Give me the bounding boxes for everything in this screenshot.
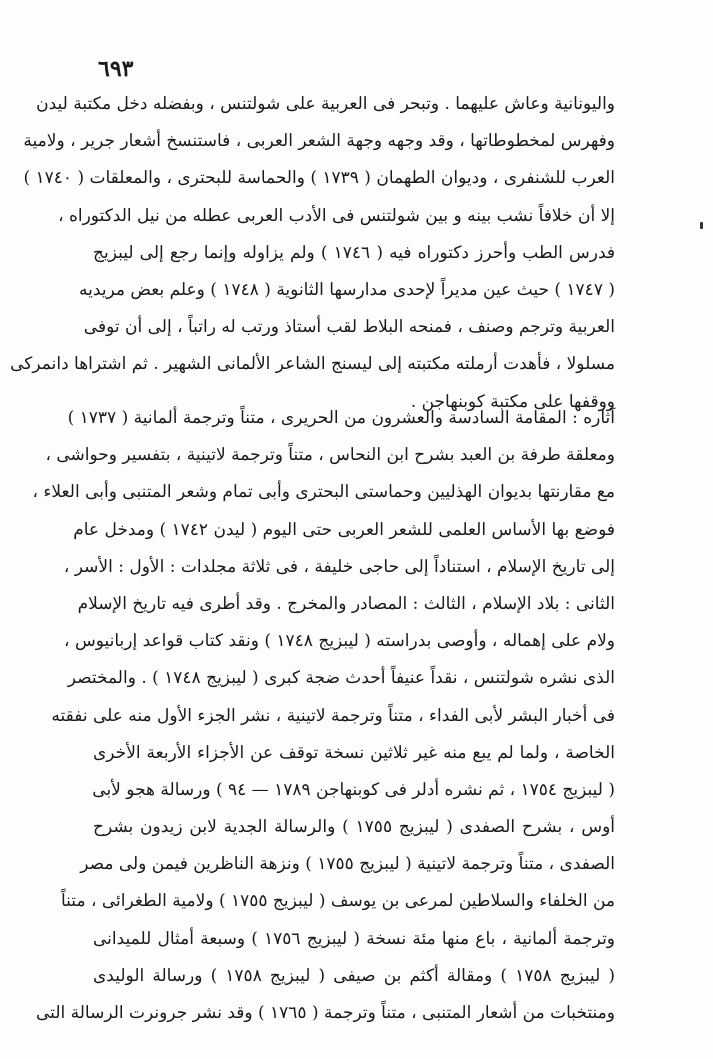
text-line: ولام على إهماله ، وأوصى بدراسته ( ليبزيج ١٧٤٨ ) ونقد كتاب قواعد إربانيوس ، (64, 631, 615, 652)
text-line: فوضع بها الأساس العلمى للشعر العربى حتى اليوم ( ليدن ١٧٤٢ ) ومدخل عام (73, 519, 615, 540)
text-line: فدرس الطب وأحرز دكتوراه فيه ( ١٧٤٦ ) ولم يزاوله وإنما رجع إلى ليبزيج (93, 242, 615, 263)
text-line: ( ليبزيج ١٧٥٨ ) ومقالة أكثم بن صيفى ( ليبزيج ١٧٥٨ ) ورسالة الوليدى (93, 965, 615, 986)
text-line: ومنتخبات من أشعار المتنبى ، متناً وترجمة ( ١٧٦٥ ) وقد نشر جرونرت الرسالة التى (36, 1003, 615, 1023)
text-line: العربية وترجم وصنف ، فمنحه البلاط لقب أستاذ ورتب له راتباً ، إلى أن توفى (83, 317, 615, 338)
paragraph-biography (10, 86, 615, 421)
text-line: واليونانية وعاش عليهما . وتبحر فى العربية على شولتنس ، وبفضله دخل مكتبة ليدن (36, 94, 615, 114)
text-line: وفهرس لمخطوطاتها ، وقد وجهه وجهة الشعر العربى ، فاستنسخ أشعار جرير ، ولامية (23, 131, 615, 152)
text-line: إلا أن خلافاً نشب بينه و بين شولتنس فى الأدب العربى عطله من نيل الدكتوراه ، (58, 205, 615, 226)
text-line: ( ليبزيج ١٧٥٤ ، ثم نشره أدلر فى كوبنهاجن ١٧٨٩ — ٩٤ ) ورسالة هجو لأبى (92, 779, 615, 800)
text-line: العرب للشنفرى ، وديوان الطهمان ( ١٧٣٩ ) والحماسة للبحترى ، والمعلقات ( ١٧٤٠ ) (23, 168, 615, 189)
text-line: الذى نشره شولتنس ، نقداً عنيفاً أحدث ضجة كبرى ( ليبزيج ١٧٤٨ ) . والمختصر (67, 668, 615, 689)
text-line: الثانى : بلاد الإسلام ، الثالث : المصادر والمخرج . وقد أطرى فيه تاريخ الإسلام (77, 593, 615, 614)
paragraph-works (32, 400, 616, 1032)
text-line: أوس ، بشرح الصفدى ( ليبزيج ١٧٥٥ ) والرسالة الجدية لابن زيدون بشرح (93, 817, 615, 838)
text-line: آثاره : المقامة السادسة والعشرون من الحريرى ، متناً وترجمة ألمانية ( ١٧٣٧ ) (67, 408, 615, 428)
text-line: ووقفها على مكتبة كوبنهاجن . (410, 391, 615, 412)
margin-mark (700, 222, 703, 229)
page-number: ٦٩٣ (98, 56, 134, 82)
text-line: فى أخبار البشر لأبى الفداء ، متناً وترجمة لاتينية ، نشر الجزء الأول منه على نفقته (51, 705, 615, 726)
text-line: مع مقارنتها بديوان الهذليين وحماستى البحترى وأبى تمام وشعر المتنبى وأبى العلاء ، (32, 482, 615, 503)
text-line: مسلولا ، فأهدت أرملته مكتبته إلى ليسنج الشاعر الألمانى الشهير . ثم اشتراها دانمركى (10, 354, 615, 375)
text-line: ( ١٧٤٧ ) حيث عين مديراً لإحدى مدارسها الثانوية ( ١٧٤٨ ) وعلم بعض مريديه (79, 279, 615, 300)
text-line: إلى تاريخ الإسلام ، استناداً إلى حاجى خليفة ، فى ثلاثة مجلدات : الأول : الأسر ، (63, 556, 615, 577)
text-line: الخاصة ، ولما لم يبع منه غير ثلاثين نسخة توقف عن الأجزاء الأربعة الأخرى (93, 742, 615, 763)
text-line: وترجمة ألمانية ، باع منها مئة نسخة ( ليبزيج ١٧٥٦ ) وسبعة أمثال للميدانى (93, 928, 616, 949)
text-line: من الخلفاء والسلاطين لمرعى بن يوسف ( ليبزيج ١٧٥٥ ) ولامية الطغرائى ، متناً (61, 891, 615, 912)
text-line: ومعلقة طرفة بن العبد بشرح ابن النحاس ، متناً وترجمة لاتينية ، بتفسير وحواشى ، (45, 445, 615, 466)
text-line: الصفدى ، متناً وترجمة لاتينية ( ليبزيج ١٧٥٥ ) ونزهة الناظرين فيمن ولى مصر (80, 854, 615, 875)
